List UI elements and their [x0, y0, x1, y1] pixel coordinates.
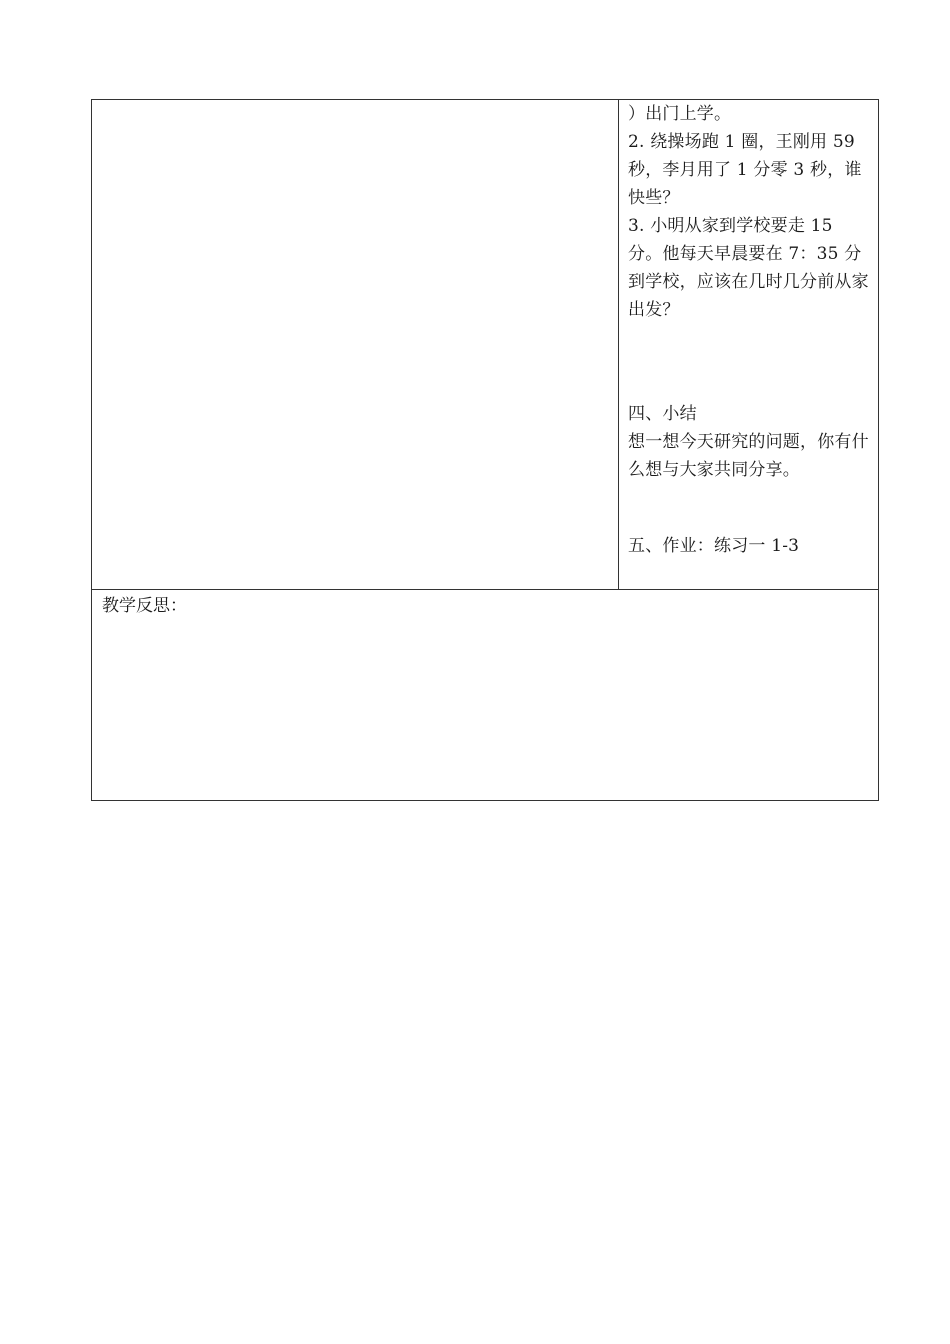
problem-3-text: 3. 小明从家到学校要走 15 分。他每天早晨要在 7：35 分到学校，应该在几时几分前从家出发？	[628, 216, 869, 320]
reflection-row	[92, 590, 879, 801]
spacer	[628, 324, 870, 400]
reflection-cell	[92, 590, 879, 801]
teaching-process-cell	[92, 100, 619, 590]
problem-2-text: 2. 绕操场跑 1 圈，王刚用 59 秒，李月用了 1 分零 3 秒，谁快些？	[628, 132, 862, 208]
homework-text: 五、作业：练习一 1-3	[628, 536, 800, 556]
spacer	[628, 484, 870, 532]
summary-heading: 四、小结	[628, 404, 697, 424]
summary-text: 想一想今天研究的问题，你有什么想与大家共同分享。	[628, 432, 869, 480]
reflection-label: 教学反思：	[102, 596, 187, 616]
lesson-plan-table	[91, 99, 879, 801]
content-row	[92, 100, 879, 590]
continuation-text: ）出门上学。	[628, 104, 732, 124]
exercise-cell	[619, 100, 879, 590]
